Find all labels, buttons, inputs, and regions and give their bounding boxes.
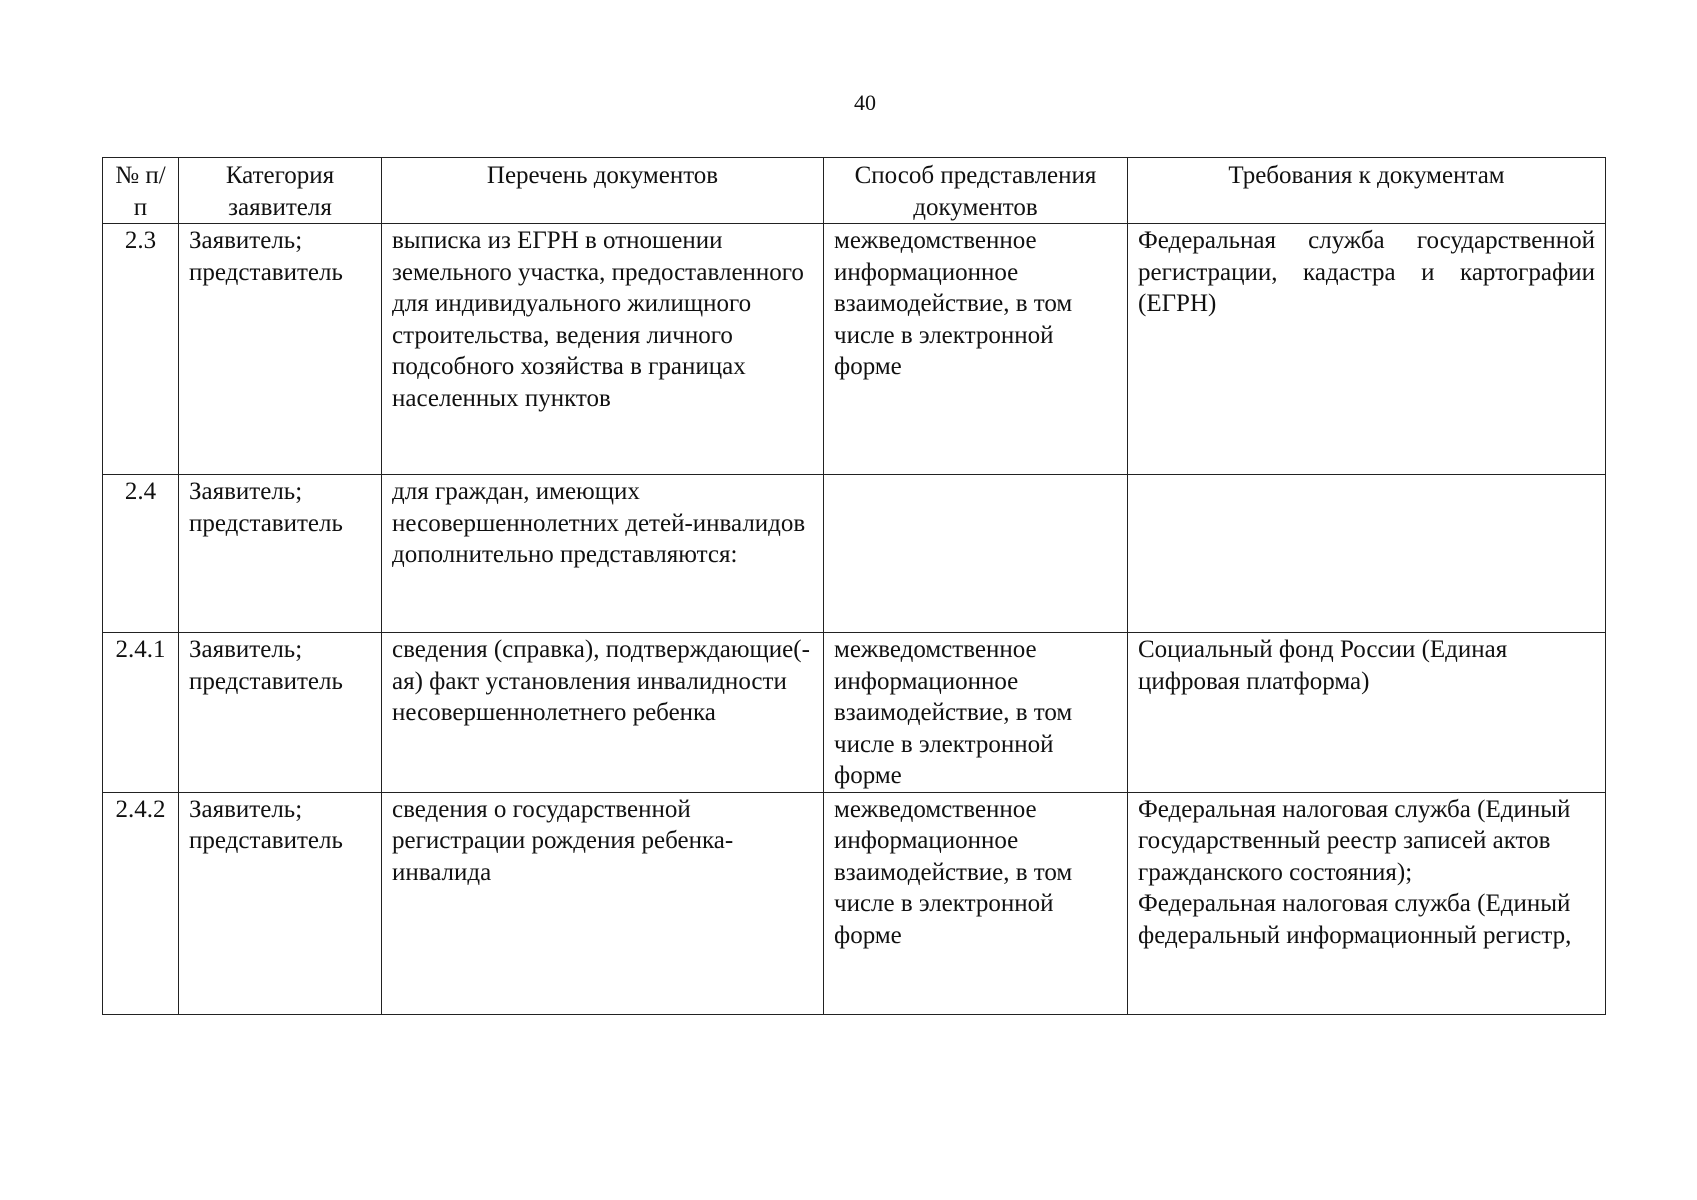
header-documents: Перечень документов <box>382 158 824 224</box>
header-requirements: Требования к документам <box>1128 158 1606 224</box>
row-requirements <box>1128 475 1606 633</box>
table-row <box>103 792 1606 1014</box>
row-documents: сведения (справка), подтверждающие(-ая) факт установления инвалидности несовершеннолетнего ребенка <box>382 633 824 793</box>
page-number: 40 <box>854 90 876 115</box>
table-row <box>103 475 1606 633</box>
row-documents: для граждан, имеющих несовершеннолетних детей-инвалидов дополнительно представляются: <box>382 475 824 633</box>
row-category: Заявитель; представитель <box>179 792 382 1014</box>
table-row <box>103 633 1606 793</box>
documents-table <box>102 157 1606 1015</box>
row-method: межведомственное информационное взаимодействие, в том числе в электронной форме <box>824 792 1128 1014</box>
row-number: 2.4.1 <box>103 633 179 793</box>
row-method <box>824 475 1128 633</box>
table-row <box>103 224 1606 475</box>
row-method: межведомственное информационное взаимодействие, в том числе в электронной форме <box>824 633 1128 793</box>
row-method: межведомственное информационное взаимодействие, в том числе в электронной форме <box>824 224 1128 475</box>
row-requirements: Социальный фонд России (Единая цифровая платформа) <box>1128 633 1606 793</box>
row-number: 2.4.2 <box>103 792 179 1014</box>
row-requirements: Федеральная служба государственной регистрации, кадастра и картографии (ЕГРН) <box>1128 224 1606 475</box>
header-method: Способ представления документов <box>824 158 1128 224</box>
row-number: 2.3 <box>103 224 179 475</box>
row-documents: сведения о государственной регистрации рождения ребенка-инвалида <box>382 792 824 1014</box>
row-requirements: Федеральная налоговая служба (Единый государственный реестр записей актов гражданского состояния); Федеральная налоговая служба (Единый федеральный информационный регистр, <box>1128 792 1606 1014</box>
row-documents: выписка из ЕГРН в отношении земельного участка, предоставленного для индивидуального жилищного строительства, ведения личного подсобного хозяйства в границах населенных пунктов <box>382 224 824 475</box>
row-category: Заявитель; представитель <box>179 224 382 475</box>
table-header-row <box>103 158 1606 224</box>
header-number: № п/п <box>103 158 179 224</box>
row-category: Заявитель; представитель <box>179 475 382 633</box>
row-category: Заявитель; представитель <box>179 633 382 793</box>
header-category: Категория заявителя <box>179 158 382 224</box>
row-number: 2.4 <box>103 475 179 633</box>
